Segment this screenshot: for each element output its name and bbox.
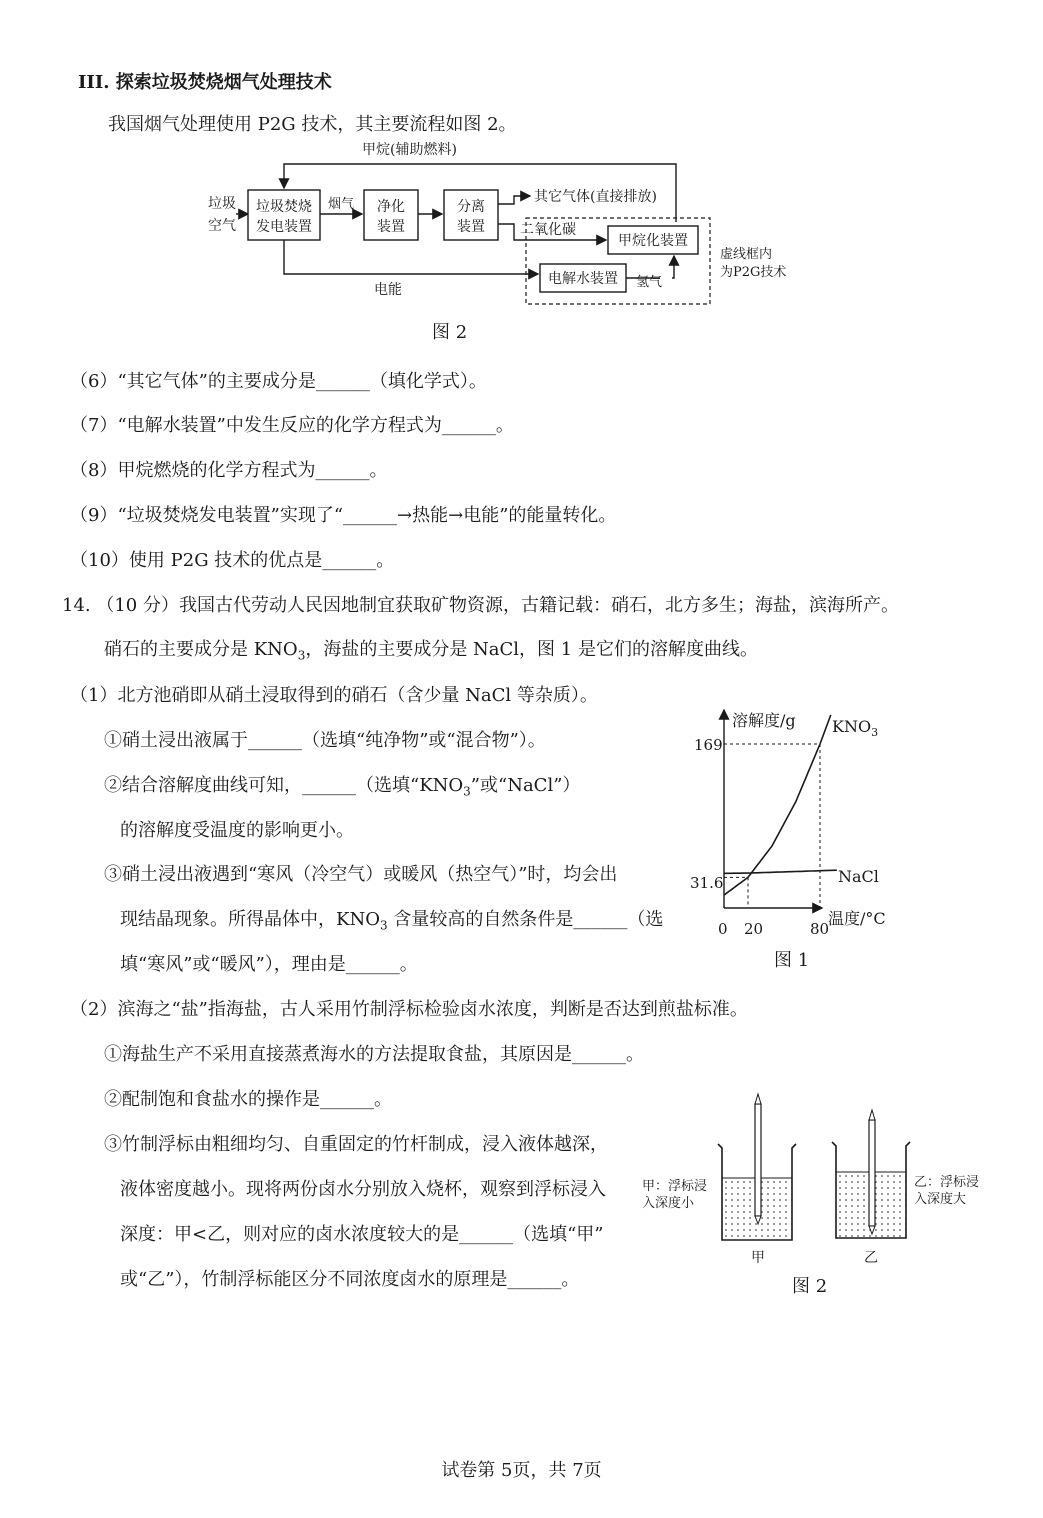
dashed-note-2: 为P2G技术 bbox=[720, 265, 787, 280]
incineration-label-2: 发电装置 bbox=[256, 219, 312, 235]
part-2-q3-cont-2: 深度：甲<乙，则对应的卤水浓度较大的是______（选填“甲” bbox=[120, 1224, 604, 1245]
co2-label: 二氧化碳 bbox=[520, 222, 576, 238]
part-2-q3-cont-3: 或“乙”），竹制浮标能区分不同浓度卤水的原理是______。 bbox=[120, 1269, 580, 1290]
figure2b-caption: 图 2 bbox=[792, 1276, 828, 1297]
figure1-caption: 图 1 bbox=[774, 950, 810, 971]
part-1-q1: ①硝土浸出液属于______（选填“纯净物”或“混合物”）。 bbox=[104, 730, 546, 751]
question-8: （8）甲烷燃烧的化学方程式为______。 bbox=[70, 460, 388, 481]
page-footer: 试卷第 5页，共 7页 bbox=[441, 1460, 602, 1481]
separation-label-2: 装置 bbox=[457, 219, 485, 235]
part-2-q1: ①海盐生产不采用直接蒸煮海水的方法提取食盐，其原因是______。 bbox=[104, 1044, 644, 1065]
part-2-q3-cont: 液体密度越小。现将两份卤水分别放入烧杯，观察到浮标浸入 bbox=[120, 1179, 606, 1200]
part-1-q3: ③硝土浸出液遇到“寒风（冷空气）或暖风（热空气）”时，均会出 bbox=[104, 864, 618, 885]
incineration-label-1: 垃圾焚烧 bbox=[256, 199, 312, 215]
part-1-q2: ②结合溶解度曲线可知，______（选填“$KNO_3$”或“NaCl”） bbox=[104, 775, 581, 799]
electricity-arrow bbox=[284, 240, 538, 274]
p2g-flow-diagram bbox=[190, 134, 810, 314]
methanation-label: 甲烷化装置 bbox=[618, 233, 688, 249]
question-10: （10）使用 P2G 技术的优点是______。 bbox=[70, 550, 395, 571]
part-2-q2: ②配制饱和食盐水的操作是______。 bbox=[104, 1089, 392, 1110]
x-tick-80: 80 bbox=[810, 920, 830, 938]
y-axis-label: 溶解度/g bbox=[732, 711, 796, 730]
dashed-note-1: 虚线框内 bbox=[720, 247, 773, 262]
separation-label-1: 分离 bbox=[457, 199, 485, 215]
solubility-chart bbox=[680, 700, 920, 940]
input-garbage: 垃圾 bbox=[208, 196, 236, 212]
yi-note-2: 入深度大 bbox=[914, 1192, 967, 1207]
flue-gas-label: 烟气 bbox=[328, 197, 355, 212]
hydrogen-arrow bbox=[672, 256, 674, 278]
part-1-q3-cont: 现结晶现象。所得晶体中，$KNO_3$ 含量较高的自然条件是______（选 bbox=[120, 909, 664, 933]
question-14-intro-2: 硝石的主要成分是 $KNO_3$，海盐的主要成分是 NaCl，图 1 是它们的溶解度曲线。 bbox=[104, 639, 758, 663]
jia-note-1: 甲：浮标浸 bbox=[642, 1179, 708, 1194]
purification-label-1: 净化 bbox=[377, 199, 405, 215]
part-2-title: （2）滨海之“盐”指海盐，古人采用竹制浮标检验卤水浓度，判断是否达到煎盐标准。 bbox=[70, 999, 748, 1020]
other-gas-arrow bbox=[498, 196, 530, 204]
kno3-series-label: $KNO_3$ bbox=[832, 717, 879, 739]
float-jia bbox=[755, 1104, 761, 1216]
section-heading: III. 探索垃圾焚烧烟气处理技术 bbox=[78, 72, 332, 93]
beaker-jia bbox=[718, 1094, 796, 1240]
hydrogen-label: 氢气 bbox=[636, 275, 663, 290]
part-1-q2-cont: 的溶解度受温度的影响更小。 bbox=[120, 820, 354, 841]
electrolysis-label: 电解水装置 bbox=[548, 271, 618, 287]
section-intro: 我国烟气处理使用 P2G 技术，其主要流程如图 2。 bbox=[108, 114, 517, 135]
methane-label: 甲烷(辅助燃料) bbox=[362, 142, 457, 158]
float-yi bbox=[869, 1120, 875, 1226]
x-tick-20: 20 bbox=[744, 920, 764, 938]
y-tick-31-6: 31.6 bbox=[690, 874, 724, 892]
x-tick-0: 0 bbox=[718, 920, 728, 938]
kno3-series-line bbox=[724, 715, 831, 895]
other-gas-label: 其它气体(直接排放) bbox=[534, 189, 657, 205]
question-6: （6）“其它气体”的主要成分是______（填化学式）。 bbox=[70, 371, 487, 392]
electricity-label: 电能 bbox=[374, 282, 402, 298]
question-9: （9）“垃圾焚烧发电装置”实现了“______→热能→电能”的能量转化。 bbox=[70, 505, 617, 526]
purification-label-2: 装置 bbox=[377, 219, 405, 235]
y-tick-169: 169 bbox=[694, 736, 723, 754]
nacl-series-label: NaCl bbox=[838, 867, 879, 886]
beakers-figure bbox=[640, 1090, 1000, 1270]
jia-note-2: 入深度小 bbox=[642, 1196, 695, 1211]
jia-label: 甲 bbox=[751, 1250, 765, 1266]
x-axis-label: 温度/°C bbox=[828, 909, 886, 928]
yi-label: 乙 bbox=[864, 1250, 878, 1266]
question-7: （7）“电解水装置”中发生反应的化学方程式为______。 bbox=[70, 415, 514, 436]
input-air: 空气 bbox=[208, 218, 236, 234]
part-1-title: （1）北方池硝即从硝土浸取得到的硝石（含少量 NaCl 等杂质）。 bbox=[70, 685, 598, 706]
yi-note-1: 乙：浮标浸 bbox=[914, 1175, 980, 1190]
part-2-q3: ③竹制浮标由粗细均匀、自重固定的竹杆制成，浸入液体越深， bbox=[104, 1134, 608, 1155]
question-14-intro: 14. （10 分）我国古代劳动人民因地制宜获取矿物资源，古籍记载：硝石，北方多生；海盐，滨海所产。 bbox=[62, 595, 899, 616]
beaker-yi bbox=[832, 1110, 910, 1238]
part-1-q3-cont-2: 填“寒风”或“暖风”），理由是______。 bbox=[120, 954, 418, 975]
figure2-caption: 图 2 bbox=[432, 322, 468, 343]
